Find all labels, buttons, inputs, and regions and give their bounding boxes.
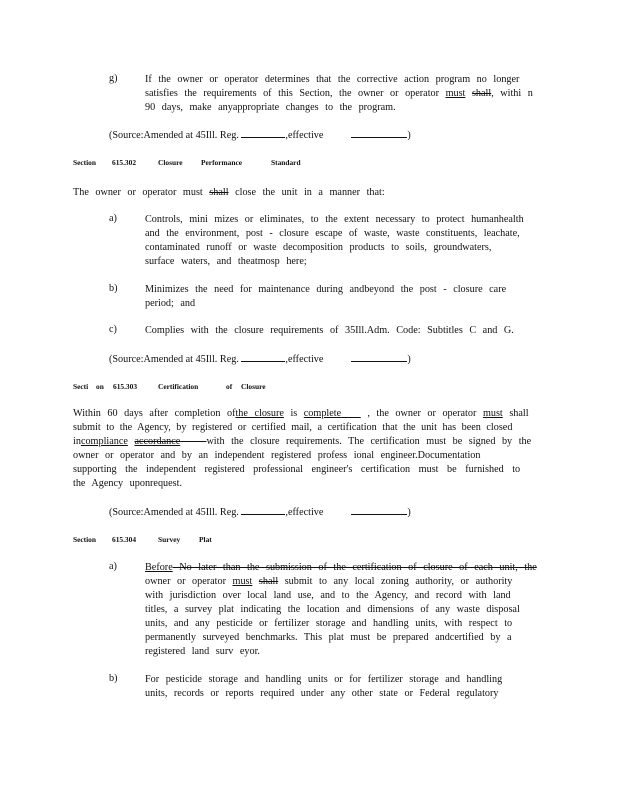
para-303-text: , the owner or operator [360,408,483,419]
para-303-text: Within 60 days after completion of [73,408,236,419]
inserted-text: compliance [80,436,128,447]
inserted-text: the closure [235,408,284,419]
para-303-line1 [73,407,529,420]
struck-text: shall [258,576,279,587]
section-heading-word: Certification [158,382,199,391]
intro-text-end: close the unit in a manner that: [228,187,385,198]
blank-line [351,352,407,362]
para-303-line6: the Agency uponrequest. [73,478,182,489]
source-note-end: ) [407,130,411,141]
item-label-a: a) [109,213,117,224]
para-b304-line2: units, records or reports required under any other state or Federal regulatory [145,688,499,699]
section-heading-number: 615.302 [112,158,137,167]
section-heading-number: 615.303 [113,382,138,391]
para-a-line2: and the environment, post - closure escape of waste, waste constituents, leachate, [145,228,520,239]
inserted-text: Before [145,562,173,573]
para-b-line1: Minimizes the need for maintenance during andbeyond the post - closure care [145,284,507,295]
para-a304-line7: registered land surv eyor. [145,646,260,657]
source-note-prefix: (Source:Amended at 45Ill. Reg. [109,507,239,518]
source-note-3 [109,505,411,519]
para-a-line3: contaminated runoff or waste decomposition products to soils, groundwaters, [145,242,492,253]
section-heading-label: on [96,382,104,391]
item-label-a: a) [109,561,117,572]
para-303-text: shall [502,408,529,419]
para-a304-text: submit to any local zoning authority, or authority [278,576,513,587]
section-heading-word: Standard [271,158,301,167]
para-303-line3 [73,435,531,448]
para-a304-text: owner or operator [145,576,233,587]
section-heading-word: Plat [199,535,212,544]
para-303-text: in [73,436,81,447]
para-g-line3: 90 days, make anyappropriate changes to the program. [145,102,396,113]
para-303-text: is [283,408,304,419]
para-303-text: with the closure requirements. The certification must be signed by the [206,436,532,447]
blank-line [241,505,285,515]
para-a-line1: Controls, mini mizes or eliminates, to the extent necessary to protect humanhealth [145,214,524,225]
section-heading-word: Closure [158,158,183,167]
para-a304-line6: permanently surveyed benchmarks. This plat must be prepared andcertified by a [145,632,512,643]
section-heading-word: Performance [201,158,243,167]
source-note-effective: ,effective [285,130,324,141]
para-b-line2: period; and [145,298,196,309]
para-303-line5: supporting the independent registered professional engineer's certification must be furnished to [73,464,521,475]
intro-text: The owner or operator [73,187,183,198]
blank-line [351,505,407,515]
inserted-text: must [482,408,503,419]
para-b304-line1: For pesticide storage and handling units or for fertilizer storage and handling [145,674,503,685]
section-heading-number: 615.304 [112,535,137,544]
intro-must: must [182,187,203,198]
inserted-text: must [445,88,466,99]
section-heading-word: Closure [241,382,266,391]
inserted-text: must [232,576,253,587]
para-g-line2 [145,87,533,100]
blank-line [351,128,407,138]
struck-text: shall [471,88,492,99]
para-303-line2: submit to the Agency, by registered or certified mail, a certification that the unit has been closed [73,422,513,433]
source-note-effective: ,effective [285,507,324,518]
source-note-end: ) [407,507,411,518]
section-heading-word: Survey [158,535,181,544]
blank-line [241,128,285,138]
para-a304-line4: titles, a survey plat indicating the location and dimensions of any waste disposal [145,604,520,615]
para-g-line1: If the owner or operator determines that the corrective action program no longer [145,74,520,85]
section-heading-label: Section [73,158,96,167]
blank-line [241,352,285,362]
para-a304-line5: units, and any pesticide or fertilizer storage and handling units, with respect to [145,618,513,629]
source-note-1 [109,128,411,142]
para-303-line4: owner or operator and by an independent registered profess ional engineer.Documentation [73,450,481,461]
para-a304-line2 [145,575,512,588]
item-label-b: b) [109,673,118,684]
para-a-line4: surface waters, and theatmosp here; [145,256,307,267]
section-302-intro [73,186,385,199]
item-label-g: g) [109,73,118,84]
struck-text: No later than the submission of the certification of closure of each unit, the [172,562,537,573]
para-g-line2-end: , withi n [491,88,533,99]
para-a304-line3: with jurisdiction over local land use, and to the Agency, and record with land [145,590,511,601]
source-note-prefix: (Source:Amended at 45Ill. Reg. [109,130,239,141]
source-note-effective: ,effective [285,354,324,365]
struck-text: shall [209,187,229,198]
struck-blank [180,436,206,447]
item-label-b: b) [109,283,118,294]
para-c-line1: Complies with the closure requirements of 35Ill.Adm. Code: Subtitles C and G. [145,325,514,336]
item-label-c: c) [109,324,117,335]
section-heading-word: of [226,382,233,391]
source-note-2 [109,352,411,366]
source-note-prefix: (Source:Amended at 45Ill. Reg. [109,354,239,365]
para-a304-line1 [145,561,537,574]
source-note-end: ) [407,354,411,365]
para-g-line2-text: satisfies the requirements of this Section, the owner or operator [145,88,446,99]
section-heading-label: Secti [73,382,89,391]
inserted-blank [341,408,361,419]
struck-text: accordance [134,436,181,447]
inserted-text: complete [303,408,342,419]
section-heading-label: Section [73,535,96,544]
